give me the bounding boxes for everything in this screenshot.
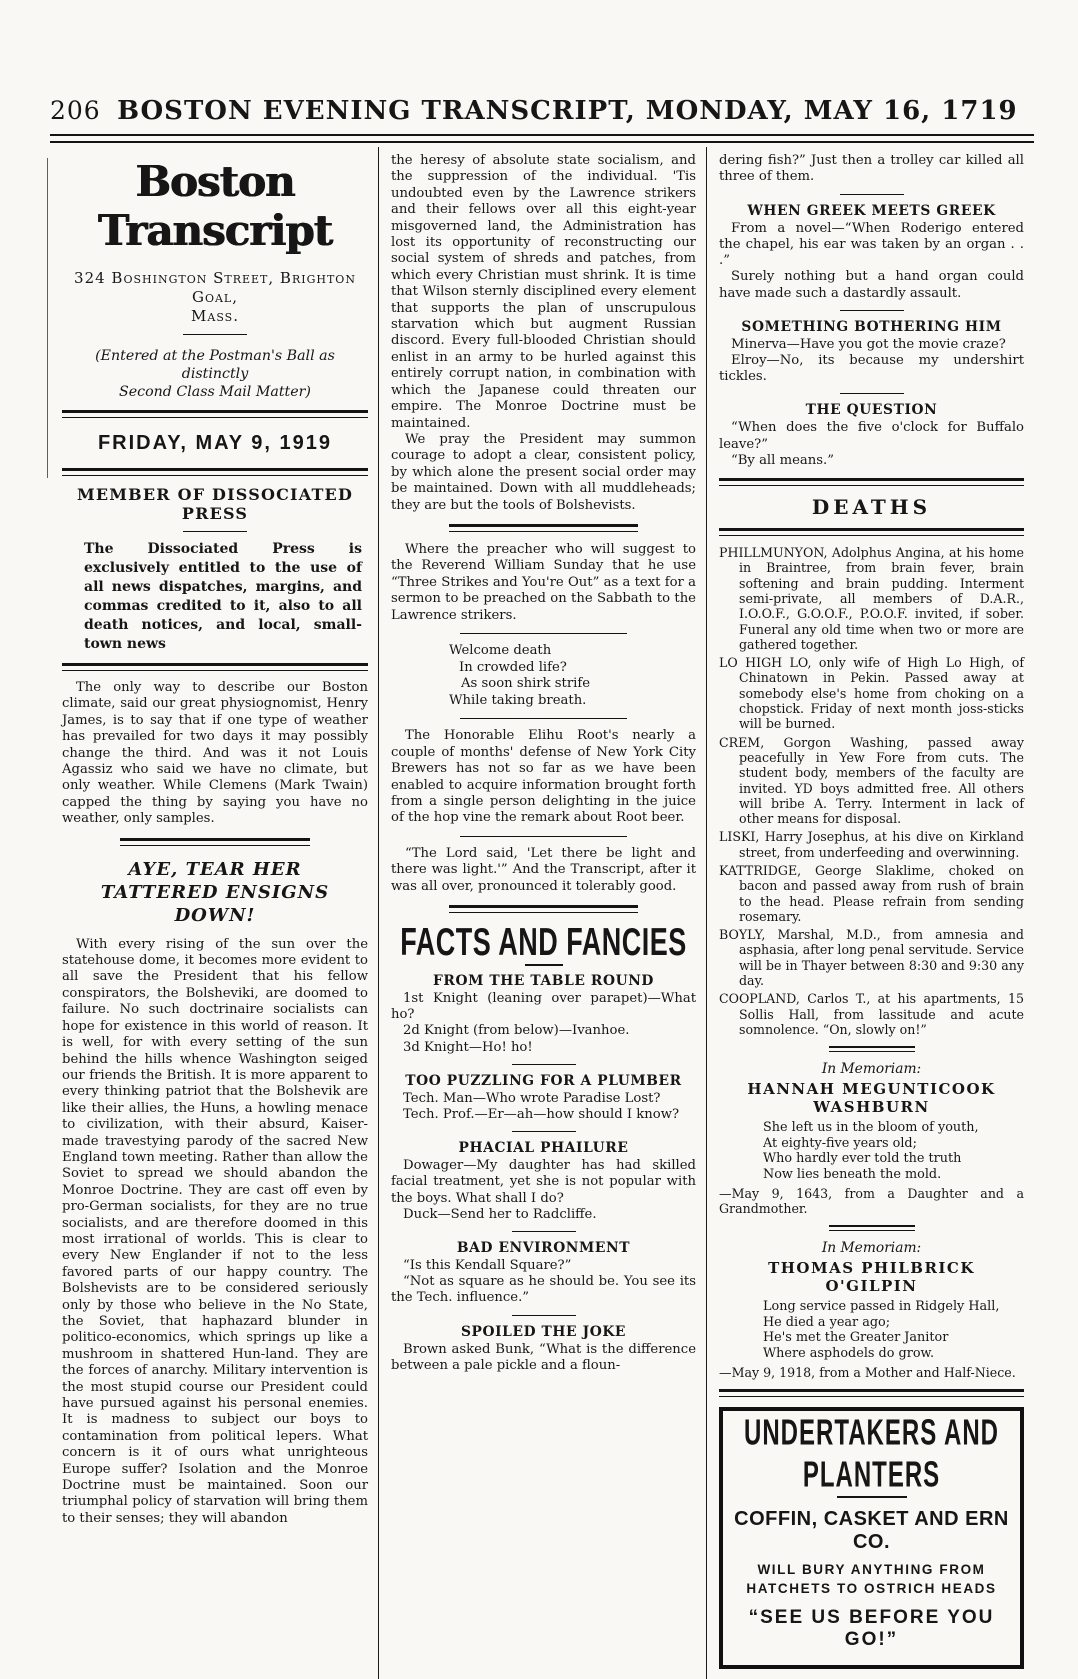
page-number: 206	[50, 96, 101, 125]
rule	[460, 633, 628, 634]
ad-tagline	[729, 1560, 1014, 1598]
rule	[120, 838, 310, 846]
ad-slogan: “SEE US BEFORE YOU GO!”	[748, 1606, 995, 1650]
rule	[460, 836, 628, 837]
joke-section	[391, 1324, 696, 1374]
joke-line: “When does the five o'clock for Buffalo leave?”	[719, 420, 1024, 452]
rule	[719, 478, 1024, 486]
poem-line: In crowded life?	[459, 659, 567, 675]
rule	[512, 1315, 576, 1316]
masthead-name: Boston Transcript	[97, 157, 333, 255]
joke-line: From a novel—“When Roderigo entered the chapel, his ear was taken by an organ . . .”	[719, 220, 1024, 269]
joke-line: Tech. Prof.—Er—ah—how should I know?	[403, 1107, 680, 1123]
joke-line: “Is this Kendall Square?”	[403, 1258, 572, 1274]
joke-section	[391, 1240, 696, 1307]
deaths-list	[719, 545, 1024, 1037]
memoriam-poem	[763, 1299, 1024, 1361]
memoriam-section	[719, 1061, 1024, 1216]
rule	[840, 194, 904, 195]
joke-title: SOMETHING BOTHERING HIM	[741, 318, 1002, 335]
rule	[449, 524, 638, 532]
memoriam-name: THOMAS PHILBRICK O'GILPIN	[768, 1259, 975, 1296]
joke-section	[719, 402, 1024, 469]
facts-and-fancies-banner	[391, 920, 696, 964]
ad-company: COFFIN, CASKET AND ERN CO.	[734, 1507, 1009, 1553]
rule	[829, 1225, 915, 1231]
joke-line: “By all means.”	[731, 452, 834, 468]
editorial-paragraph: “The Lord said, 'Let there be light and there was light.'” And the Transcript, after it was all over, pronounced it tolerably good.	[391, 845, 696, 894]
memoriam-label: In Memoriam:	[821, 1061, 922, 1078]
joke-line: Tech. Man—Who wrote Paradise Lost?	[403, 1090, 661, 1106]
masthead-entered-note	[62, 347, 368, 401]
memoriam-poem	[763, 1120, 1024, 1182]
deaths-section-title: DEATHS	[811, 495, 932, 520]
masthead-address-line1: 324 Boshington Street, Brighton Goal,	[74, 269, 356, 306]
joke-line: 1st Knight (leaning over parapet)—What ho?	[391, 991, 696, 1023]
joke-title: TOO PUZZLING FOR A PLUMBER	[405, 1072, 682, 1089]
dissociated-press-note: The Dissociated Press is exclusively entitled to the use of all news dispatches, margins, and commas credited to it, also to all death notices, and local, small-town news	[84, 541, 362, 652]
rule	[840, 393, 904, 394]
entered-line1: (Entered at the Postman's Ball as distinctly	[95, 348, 335, 382]
joke-line: Duck—Send her to Radcliffe.	[403, 1206, 597, 1222]
header-rule	[50, 134, 1034, 143]
joke-line: Elroy—No, its because my undershirt tickles.	[719, 353, 1024, 385]
entered-line2: Second Class Mail Matter)	[119, 384, 311, 400]
death-notice: COOPLAND, Carlos T., at his apartments, 15 Sollis Hall, from lassitude and acute somnolence. “On, slowly on!”	[719, 991, 1024, 1037]
joke-title: BAD ENVIRONMENT	[456, 1240, 631, 1257]
joke-section	[719, 203, 1024, 302]
joke-line: 3d Knight—Ho! ho!	[403, 1039, 533, 1055]
poem-line: Long service passed in Ridgely Hall,	[763, 1299, 1000, 1315]
poem-line: At eighty-five years old;	[763, 1135, 917, 1151]
rule	[62, 410, 368, 418]
joke-line: Brown asked Bunk, “What is the difference between a pale pickle and a floun-	[391, 1341, 696, 1373]
rule	[512, 1231, 576, 1232]
joke-section	[391, 1140, 696, 1223]
rule	[460, 718, 628, 719]
joke-title: FROM THE TABLE ROUND	[433, 973, 654, 989]
page-edge-rule	[47, 158, 48, 478]
joke-line: “Not as square as he should be. You see its the Tech. influence.”	[391, 1274, 696, 1306]
rule	[829, 1046, 915, 1052]
page-title: BOSTON EVENING TRANSCRIPT, MONDAY, MAY 16, 1719	[117, 96, 1018, 126]
rule	[719, 1389, 1024, 1397]
editorial-headline: AYE, TEAR HER TATTERED ENSIGNS DOWN!	[100, 858, 330, 926]
member-line: MEMBER OF DISSOCIATED PRESS	[76, 485, 354, 523]
joke-section	[391, 1073, 696, 1123]
death-notice: BOYLY, Marshal, M.D., from amnesia and asphasia, after long penal servitude. Service will be in Thayer between 8:30 and 9:30 any day.	[719, 927, 1024, 989]
column-left	[50, 147, 378, 1679]
column-right	[706, 147, 1034, 1679]
columns	[50, 147, 1034, 1679]
editorial-continuation: the heresy of absolute state socialism, and the suppression of the individual. 'Tis undoubted even by the Lawrence strikers and their fellows over all this eight-year misgoverned land, the Administration has lost its opportunity of reconstructing our social system of shreds and patches, from which every Christian must shrink. It is time that Wilson sternly disciplined every element that supports the plan of unscrupulous starvation which but augment Russian discord. Every full-blooded Christian should enlist in an army to be hurled against this entirely corrupt nation, in combination with which the Japanese could threaten our empire. The Monroe Doctrine must be maintained.	[391, 153, 696, 431]
editorial-paragraph: With every rising of the sun over the statehouse dome, it becomes more evident to all save the President that his fellow conspirators, the Bolsheviki, are doomed to failure. No such doctrinaire socialists can hope for existence in this world of reason. It is well, for with every setting of the sun behind the hills whence Washington seiged our friends the British. It is more apparent to every thinking patriot that the Bolshevik are like their allies, the Huns, a howling menace to civilization, with their absurd, Kaiser-made travestying parody of the sacred New England town meeting. Rather than allow the Soviet to spread we should abandon the Monroe Doctrine. They are cast off even by pro-German socialists, for they are no true socialists, and are therefore doomed in this most irrational of worlds. This is clear to every New Englander if not to the less favored parts of our happy country. The Bolshevists are to be considered seriously only by those who believe in the No State, the Soviet, that haphazard blunder in politico-economics, which springs up like a mushroom in shattered Hun-land. They are the forces of anarchy. Military intervention is the most stupid course our President could have pursued against his personal enemies. It is madness to subject our boys to contamination from political lepers. What concern is it of ours what unrighteous Europe suffer? Isolation and the Monroe Doctrine must be maintained. Soon our triumphal policy of starvation will bring them to their senses; they will abandon	[62, 936, 368, 1526]
ad-title: UNDERTAKERS AND PLANTERS	[744, 1412, 999, 1496]
poem-line: While taking breath.	[449, 692, 587, 708]
ad-tagline-line2: HATCHETS TO OSTRICH HEADS	[746, 1580, 997, 1596]
poem-line: Now lies beneath the mold.	[763, 1167, 942, 1183]
editorial-paragraph: The Honorable Elihu Root's nearly a couple of months' defense of New York City Brewers has not so far as we have been enabled to acquire information brought forth from a single person delighting in the juice of the hop vine the remark about Root beer.	[391, 728, 696, 826]
rule	[62, 663, 368, 671]
facts-and-fancies-title: FACTS AND FANCIES	[400, 920, 687, 964]
death-notice: LO HIGH LO, only wife of High Lo High, of Chinatown in Pekin. Passed away at somebody else's home from choking on a chopstick. Friday of next month joss-sticks will be burned.	[719, 655, 1024, 732]
joke-line: Surely nothing but a hand organ could have made such a dastardly assault.	[719, 269, 1024, 301]
joke-line: 2d Knight (from below)—Ivanhoe.	[403, 1023, 630, 1039]
column-middle	[378, 147, 706, 1679]
editorial-paragraph: Where the preacher who will suggest to the Reverend William Sunday that he use “Three Strikes and You're Out” as a text for a sermon to be preached on the Sabbath to the Lawrence strikers.	[391, 541, 696, 623]
joke-title: PHACIAL PHAILURE	[458, 1140, 629, 1157]
page-header	[50, 96, 1034, 126]
rule	[183, 531, 247, 532]
undertakers-ad	[719, 1407, 1024, 1669]
poem-line: As soon shirk strife	[461, 676, 591, 692]
memoriam-attribution: —May 9, 1643, from a Daughter and a Grandmother.	[719, 1185, 1024, 1216]
joke-line: Minerva—Have you got the movie craze?	[731, 336, 1006, 352]
poem	[449, 643, 696, 709]
rule	[512, 1064, 576, 1065]
rule	[449, 905, 638, 913]
rule	[512, 1131, 576, 1132]
memoriam-name: HANNAH MEGUNTICOOK WASHBURN	[747, 1080, 996, 1117]
masthead-address-line2: Mass.	[191, 307, 239, 325]
joke-line: Dowager—My daughter has had skilled facial treatment, yet she is not popular with the boys. What shall I do?	[391, 1158, 696, 1206]
poem-line: He's met the Greater Janitor	[763, 1330, 949, 1346]
poem-line: Welcome death	[449, 642, 552, 658]
date-banner: FRIDAY, MAY 9, 1919	[97, 432, 333, 454]
rule	[719, 528, 1024, 536]
poem-line: He died a year ago;	[763, 1314, 891, 1330]
joke-section	[391, 973, 696, 1056]
poem-line: Where asphodels do grow.	[763, 1346, 935, 1361]
poem-line: Who hardly ever told the truth	[763, 1151, 962, 1167]
death-notice: CREM, Gorgon Washing, passed away peacefully in Yew Fore from cuts. The student body, members of the faculty are invited. YD boys admitted free. All others will bribe A. Terry. Interment in lack of other means for disposal.	[719, 734, 1024, 827]
death-notice: PHILLMUNYON, Adolphus Angina, at his home in Braintree, from brain fever, brain softening and brain pudding. Interment semi-private, all members of D.A.R., I.O.O.F., G.O.O.F., P.O.O.F. invited, if sober. Funeral any old time when two or more are gathered together.	[719, 545, 1024, 652]
rule	[183, 334, 247, 335]
rule	[840, 310, 904, 311]
memoriam-label: In Memoriam:	[821, 1240, 922, 1257]
editorial-paragraph: We pray the President may summon courage to adopt a clear, consistent policy, by which alone the present social order may be maintained. Down with all muddleheads; they are but the tools of Bolshevists.	[391, 431, 696, 513]
poem-line: She left us in the bloom of youth,	[763, 1120, 979, 1136]
joke-title: SPOILED THE JOKE	[460, 1323, 627, 1340]
rule	[62, 468, 368, 476]
joke-section	[719, 319, 1024, 386]
joke-continuation: dering fish?” Just then a trolley car killed all three of them.	[719, 153, 1024, 185]
masthead-address	[62, 269, 368, 326]
editorial-paragraph: The only way to describe our Boston climate, said our great physiognomist, Henry James, is to say that if one type of weather has prevailed for two days it may possibly change the third. And was it not Louis Agassiz who said we have no climate, but only weather. While Clemens (Mark Twain) capped the thing by saying you have no weather, only samples.	[62, 680, 368, 827]
death-notice: LISKI, Harry Josephus, at his dive on Kirkland street, from underfeeding and overwinning.	[719, 829, 1024, 860]
memoriam-attribution: —May 9, 1918, from a Mother and Half-Niece.	[719, 1364, 1016, 1380]
death-notice: KATTRIDGE, George Slaklime, choked on bacon and passed away from rush of brain to the head. Please refrain from sending rosemary.	[719, 862, 1024, 924]
joke-title: WHEN GREEK MEETS GREEK	[747, 202, 996, 219]
ad-tagline-line1: WILL BURY ANYTHING FROM	[757, 1561, 986, 1577]
joke-title: THE QUESTION	[805, 402, 938, 419]
memoriam-section	[719, 1240, 1024, 1380]
